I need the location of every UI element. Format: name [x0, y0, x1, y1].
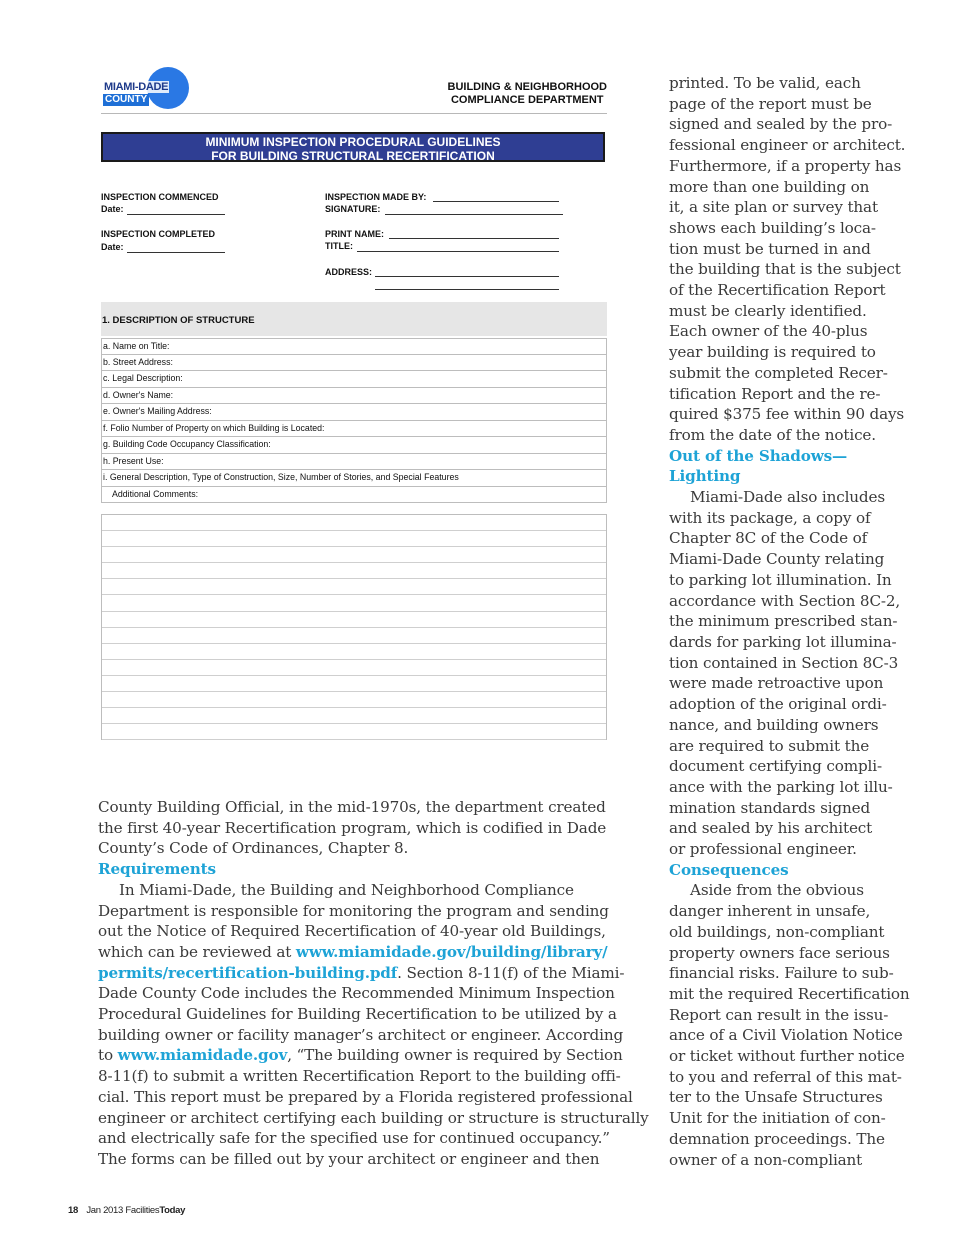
text-line: must be clearly identified. [669, 301, 867, 320]
paragraph-3 [669, 880, 909, 1170]
text-line: it, a site plan or survey that [669, 198, 878, 217]
logo-top-text: MIAMI-DADE [104, 81, 169, 93]
description-rows [101, 338, 607, 503]
form-row: i. General Description, Type of Construction, Size, Number of Stories, and Special Features [101, 470, 607, 487]
print-name-label: PRINT NAME: [325, 229, 384, 239]
text-line: out the Notice of Required Recertification of 40-year old Buildings, [98, 922, 606, 941]
text-line: ter to the Unsafe Structures [669, 1088, 883, 1107]
inspection-made-by-label: INSPECTION MADE BY: [325, 192, 427, 202]
text-line: cial. This report must be prepared by a Florida registered professional [98, 1087, 633, 1106]
text-line [98, 963, 625, 984]
paragraph-2 [669, 487, 909, 860]
form-row: Additional Comments: [101, 487, 607, 504]
logo-bottom-text: COUNTY [105, 94, 148, 105]
text-line: Department is responsible for monitoring the program and sending [98, 901, 609, 920]
text-line: County’s Code of Ordinances, Chapter 8. [98, 839, 409, 858]
text-fragment: which can be reviewed at [98, 942, 296, 961]
text-line: demnation proceedings. The [669, 1129, 885, 1148]
text-line: page of the report must be [669, 94, 872, 113]
text-line: Each owner of the 40-plus [669, 322, 868, 341]
text-fragment: . Section 8-11(f) of the Miami- [397, 963, 625, 982]
text-line: Dade County Code includes the Recommended Minimum Inspection [98, 984, 615, 1003]
text-line [98, 942, 608, 963]
text-line: The forms can be filled out by your architect or engineer and then [98, 1149, 600, 1168]
paragraph-1 [669, 73, 909, 446]
text-line: danger inherent in unsafe, [669, 902, 871, 921]
text-line: Aside from the obvious [690, 881, 864, 900]
department-line-1: BUILDING & NEIGHBORHOOD [447, 81, 607, 93]
signature-label: SIGNATURE: [325, 204, 381, 214]
shadows-heading: Out of the Shadows— [669, 446, 848, 465]
header-divider [101, 113, 607, 114]
text-line: with its package, a copy of [669, 508, 871, 527]
form-row: f. Folio Number of Property on which Building is Located: [101, 421, 607, 438]
text-line: are required to submit the [669, 736, 870, 755]
text-line: tion contained in Section 8C-3 [669, 653, 899, 672]
text-line: Miami-Dade County relating [669, 550, 885, 569]
text-line: and sealed by his architect [669, 819, 873, 838]
form-row: c. Legal Description: [101, 371, 607, 388]
text-line: property owners face serious [669, 943, 890, 962]
text-line: dards for parking lot illumina- [669, 632, 897, 651]
text-line: tion must be turned in and [669, 239, 871, 258]
text-line: or professional engineer. [669, 840, 857, 859]
brand-light: Facilities [125, 1205, 160, 1216]
publication-name [125, 1205, 185, 1216]
form-title-line-1: MINIMUM INSPECTION PROCEDURAL GUIDELINES [205, 135, 501, 149]
text-line: year building is required to [669, 343, 876, 362]
left-column [98, 797, 649, 1170]
text-line: mination standards signed [669, 798, 871, 817]
text-fragment: to [98, 1046, 118, 1065]
signature-line [385, 214, 563, 215]
print-name-line [389, 238, 559, 239]
text-line: signed and sealed by the pro- [669, 115, 893, 134]
text-line: shows each building’s loca- [669, 218, 876, 237]
form-row: h. Present Use: [101, 454, 607, 471]
text-line: accordance with Section 8C-2, [669, 591, 901, 610]
text-line: Report can result in the issu- [669, 1005, 889, 1024]
text-line: from the date of the notice. [669, 425, 876, 444]
text-line: to you and referral of this mat- [669, 1067, 902, 1086]
issue-date: Jan 2013 [86, 1205, 124, 1216]
text-line: were made retroactive upon [669, 674, 884, 693]
inspection-completed-label: INSPECTION COMPLETED [101, 229, 216, 239]
text-line: the first 40-year Recertification program, which is codified in Dade [98, 818, 607, 837]
date-line-2 [127, 252, 225, 253]
text-line: and electrically safe for the specified use for continued occupancy.” [98, 1129, 610, 1148]
form-row: b. Street Address: [101, 355, 607, 372]
text-line: Miami-Dade also includes [690, 488, 885, 507]
page-number: 18 [68, 1205, 78, 1216]
miami-dade-logo [101, 67, 187, 109]
address-line-2 [375, 289, 559, 290]
form-row: a. Name on Title: [101, 338, 607, 355]
miamidade-link[interactable]: www.miamidade.gov [117, 1046, 288, 1065]
title-field-label: TITLE: [325, 241, 353, 251]
inspection-commenced-label: INSPECTION COMMENCED [101, 192, 219, 202]
right-column [669, 73, 909, 1170]
text-line: engineer or architect certifying each building or structure is structurally [98, 1108, 649, 1127]
text-line: financial risks. Failure to sub- [669, 964, 894, 983]
text-line: fessional engineer or architect. [669, 136, 906, 155]
text-line: adoption of the original ordi- [669, 695, 887, 714]
text-line: or ticket without further notice [669, 1047, 905, 1066]
text-line: 8-11(f) to submit a written Recertification Report to the building offi- [98, 1067, 621, 1086]
text-line: printed. To be valid, each [669, 74, 861, 92]
text-line: ance with the parking lot illu- [669, 777, 893, 796]
recertification-link-cont[interactable]: permits/recertification-building.pdf [98, 963, 398, 982]
text-line: ance of a Civil Violation Notice [669, 1026, 903, 1045]
text-line: the minimum prescribed stan- [669, 612, 898, 631]
text-line: County Building Official, in the mid-1970s, the department created [98, 798, 606, 816]
text-line: owner of a non-compliant [669, 1150, 863, 1169]
section-heading: 1. DESCRIPTION OF STRUCTURE [101, 302, 607, 336]
comment-lines [101, 514, 607, 740]
text-line: mit the required Recertification [669, 984, 910, 1003]
form-row: g. Building Code Occupancy Classification: [101, 437, 607, 454]
page-footer [68, 1205, 185, 1216]
department-line-2: COMPLIANCE DEPARTMENT [450, 94, 604, 106]
text-line: Unit for the initiation of con- [669, 1109, 886, 1128]
text-line: Furthermore, if a property has [669, 156, 902, 175]
form-row: d. Owner's Name: [101, 388, 607, 405]
address-line-1 [375, 276, 559, 277]
form-row: e. Owner's Mailing Address: [101, 404, 607, 421]
text-line: of the Recertification Report [669, 281, 886, 300]
requirements-heading: Requirements [98, 860, 216, 879]
text-line: submit the completed Recer- [669, 363, 888, 382]
text-line: quired $375 fee within 90 days [669, 405, 905, 424]
text-line [98, 1045, 623, 1066]
text-line: building owner or facility manager’s architect or engineer. According [98, 1025, 624, 1044]
form-title-line-2: FOR BUILDING STRUCTURAL RECERTIFICATION [211, 149, 495, 163]
consequences-heading: Consequences [669, 860, 789, 879]
date-label-1: Date: [101, 204, 124, 214]
text-line: more than one building on [669, 177, 870, 196]
text-fragment: , “The building owner is required by Section [287, 1046, 623, 1065]
text-line: In Miami-Dade, the Building and Neighborhood Compliance [119, 880, 574, 899]
brand-bold: Today [159, 1205, 186, 1216]
text-line: to parking lot illumination. In [669, 570, 892, 589]
text-line: Procedural Guidelines for Building Recertification to be utilized by a [98, 1005, 617, 1024]
recertification-link[interactable]: www.miamidade.gov/building/library/ [295, 942, 608, 961]
text-line: Chapter 8C of the Code of [669, 529, 868, 548]
text-line: nance, and building owners [669, 715, 879, 734]
text-line: document certifying compli- [669, 757, 882, 776]
text-line: tification Report and the re- [669, 384, 881, 403]
address-label: ADDRESS: [325, 267, 373, 277]
department-name [448, 81, 608, 107]
date-line-1 [127, 214, 225, 215]
shadows-heading-cont: Lighting [669, 467, 741, 486]
text-line: old buildings, non-compliant [669, 922, 885, 941]
title-field-line [357, 251, 559, 252]
inspection-made-by-line [433, 201, 559, 202]
form-title [101, 132, 605, 162]
text-line: the building that is the subject [669, 260, 901, 279]
inspection-form-image [97, 64, 611, 744]
date-label-2: Date: [101, 242, 124, 252]
